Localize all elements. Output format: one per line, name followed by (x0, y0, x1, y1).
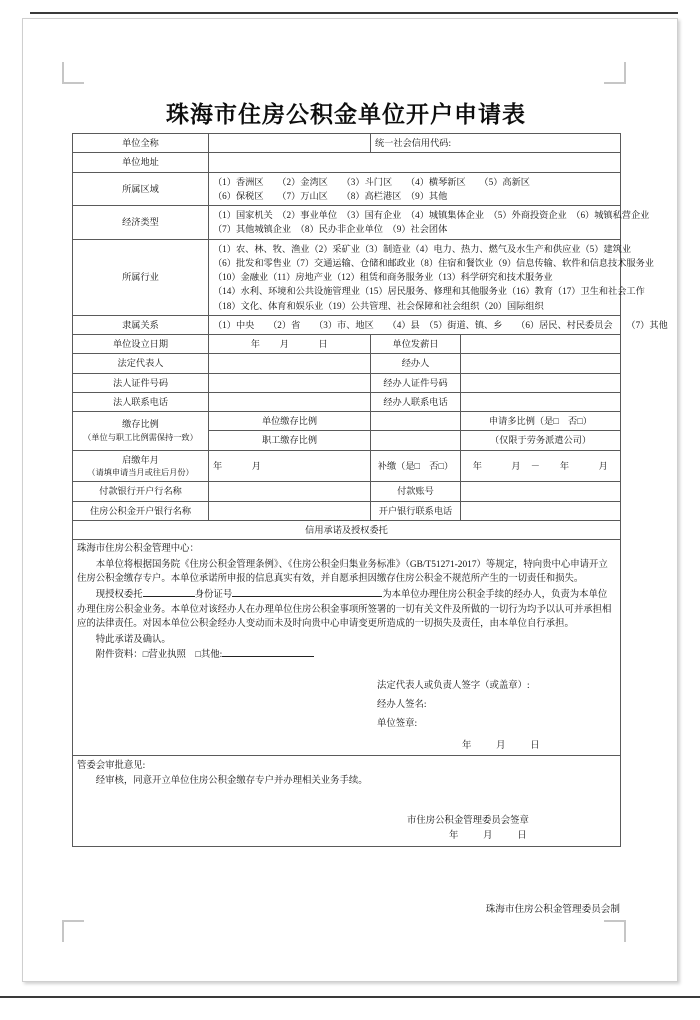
crop-mark-bottom-right (604, 920, 626, 942)
commitment-paragraph-1: 本单位将根据国务院《住房公积金管理条例》、《住房公积金归集业务标准》（GB/T51271-2017）等规定，特向贵中心申请开立住房公积金缴存专户。本单位承诺所申报的信息真实有效，并自愿承担因缴存住房公积金不规范所产生的一切责任和损失。 (77, 559, 608, 585)
industry-options[interactable] (209, 239, 654, 315)
commitment-body (73, 540, 621, 756)
economy-options-line-1: （1）国家机关 （2）事业单位 （3）国有企业 （4）城镇集体企业 （5）外商投资企业 （6）城镇私营企业 (213, 210, 650, 220)
start-month-label (73, 450, 209, 482)
unit-seal-line[interactable]: 单位签章: (377, 719, 418, 730)
industry-options-line-5: （18）文化、体育和娱乐业（19）公共管理、社会保障和社会组织（20）国际组织 (213, 300, 544, 311)
table-row-affiliation (73, 315, 621, 334)
commitment-signature-date[interactable]: 年 月 日 (462, 740, 542, 751)
approval-title: 管委会审批意见: (77, 761, 146, 772)
deposit-ratio-label (73, 412, 209, 451)
unit-ratio-input[interactable] (371, 412, 461, 431)
approval-signer[interactable]: 市住房公积金管理委员会签章 (407, 816, 529, 827)
supplement-range-input[interactable]: 年 月 － 年 月 (461, 450, 621, 482)
attachment-checkbox-license[interactable]: □营业执照 (142, 650, 186, 661)
page-title: 珠海市住房公积金单位开户申请表 (166, 102, 526, 127)
industry-options-line-1: （1）农、林、牧、渔业（2）采矿业（3）制造业（4）电力、热力、燃气及水生产和供应业（5）建筑业 (213, 243, 632, 254)
id-number-blank[interactable] (232, 596, 382, 597)
staff-ratio-input[interactable] (371, 431, 461, 450)
agent-id-label: 经办人证件号码 (371, 373, 461, 392)
table-row-start-month (73, 450, 621, 482)
unit-address-input[interactable] (209, 153, 621, 172)
fund-bank-label: 住房公积金开户银行名称 (73, 501, 209, 520)
supplement-label[interactable]: 补缴（是□ 否□） (371, 450, 461, 482)
fund-bank-input[interactable] (209, 501, 371, 520)
table-row-legal-id (73, 373, 621, 392)
unit-name-label: 单位全称 (73, 134, 209, 153)
table-row-approval (73, 756, 621, 847)
pay-bank-input[interactable] (209, 482, 371, 501)
page-bottom-rule (0, 996, 700, 998)
unit-address-label: 单位地址 (73, 153, 209, 172)
authorize-suffix: 为本单位办理住房公积金手续的经办人，负责为本单位办理住房公积金业务。本单位对该经办人在办理单位住房公积金事项所签署的一切有关文件及所做的一切行为均予以认可并承担相应的法律责任。对因本单位公积金经办人变动而未及时向贵中心申请变更所造成的一切损失及责任，由本单位自行承担。 (77, 589, 612, 630)
affiliation-options-line: （1）中央 （2）省 （3）市、地区 （4）县 （5）街道、镇、乡 （6）居民、村民委员会 （7）其他 (213, 319, 668, 330)
agent-id-input[interactable] (461, 373, 621, 392)
industry-options-line-3: （10）金融业（11）房地产业（12）租赁和商务服务业（13）科学研究和技术服务业 (213, 272, 553, 282)
deposit-ratio-label-note: （单位与职工比例需保持一致） (83, 432, 198, 442)
economy-type-label: 经济类型 (73, 206, 209, 240)
payday-input[interactable] (461, 335, 621, 354)
district-label: 所属区域 (73, 172, 209, 206)
economy-options-line-2: （7）其他城镇企业 （8）民办非企业单位 （9）社会团体 (213, 224, 448, 235)
legal-rep-signature-line[interactable]: 法定代表人或负责人签字（或盖章）: (377, 680, 530, 691)
unit-ratio-label: 单位缴存比例 (209, 412, 371, 431)
start-month-input[interactable]: 年 月 (209, 450, 371, 482)
table-row-legal-phone (73, 392, 621, 411)
industry-options-line-2: （6）批发和零售业（7）交通运输、仓储和邮政业（8）住宿和餐饮业（9）信息传输、软件和信息技术服务业 (213, 257, 654, 268)
district-options-line-2: （6）保税区 （7）万山区 （8）高栏港区 （9）其他 (213, 190, 448, 201)
attachment-checkbox-other[interactable]: □其他: (195, 650, 223, 661)
table-row-unit-address (73, 153, 621, 172)
start-month-label-main: 启缴年月 (122, 454, 159, 465)
id-number-label: 身份证号 (194, 589, 233, 600)
pay-bank-label: 付款银行开户行名称 (73, 482, 209, 501)
legal-phone-input[interactable] (209, 392, 371, 411)
bank-phone-input[interactable] (461, 501, 621, 520)
district-options-line-1: （1）香洲区 （2）金湾区 （3）斗门区 （4）横琴新区 （5）高新区 (213, 176, 530, 187)
crop-mark-bottom-left (62, 920, 84, 942)
establish-date-input[interactable]: 年 月 日 (209, 335, 371, 354)
agent-label: 经办人 (371, 354, 461, 373)
table-row-commitment-body (73, 540, 621, 756)
commitment-paragraph-2 (77, 588, 616, 632)
attachment-other-blank[interactable] (222, 656, 314, 657)
commitment-paragraph-3: 特此承诺及确认。 (95, 634, 171, 645)
approval-block (73, 756, 621, 847)
legal-rep-input[interactable] (209, 354, 371, 373)
table-row-unit-ratio (73, 412, 621, 431)
table-row-district (73, 172, 621, 206)
multi-ratio-note: （仅限于劳务派遣公司） (461, 431, 621, 450)
establish-date-label: 单位设立日期 (73, 335, 209, 354)
agent-signature-line[interactable]: 经办人签名: (377, 700, 427, 711)
commitment-addressee: 珠海市住房公积金管理中心： (77, 544, 199, 555)
deposit-ratio-label-main: 缴存比例 (122, 419, 159, 430)
affiliation-label: 隶属关系 (73, 315, 209, 334)
table-row-commitment-header (73, 520, 621, 539)
legal-id-input[interactable] (209, 373, 371, 392)
credit-code-label[interactable]: 统一社会信用代码: (371, 134, 621, 153)
economy-type-options[interactable] (209, 206, 650, 240)
affiliation-options[interactable] (209, 315, 668, 334)
industry-label: 所属行业 (73, 239, 209, 315)
crop-mark-top-right (604, 62, 626, 84)
table-row-establish-date (73, 335, 621, 354)
authorized-name-blank[interactable] (143, 596, 195, 597)
industry-options-line-4: （14）水利、环境和公共设施管理业（15）居民服务、修理和其他服务业（16）教育（17）卫生和社会工作 (213, 286, 645, 297)
agent-phone-input[interactable] (461, 392, 621, 411)
bank-phone-label: 开户银行联系电话 (371, 501, 461, 520)
table-row-legal-rep (73, 354, 621, 373)
legal-phone-label: 法人联系电话 (73, 392, 209, 411)
attachment-label: 附件资料： (95, 650, 143, 661)
pay-account-input[interactable] (461, 482, 621, 501)
pay-account-label: 付款账号 (371, 482, 461, 501)
staff-ratio-label: 职工缴存比例 (209, 431, 371, 450)
table-row-economy-type (73, 206, 621, 240)
signature-block (377, 677, 616, 735)
approval-body: 经审核，同意开立单位住房公积金缴存专户并办理相关业务手续。 (95, 775, 368, 786)
legal-id-label: 法人证件号码 (73, 373, 209, 392)
attachment-row (77, 648, 616, 663)
unit-name-input[interactable] (209, 134, 371, 153)
table-row-unit-name (73, 134, 621, 153)
page-top-rule (30, 12, 678, 14)
authorize-prefix: 现授权委托 (95, 589, 143, 600)
commitment-section-title: 信用承诺及授权委托 (73, 520, 621, 539)
start-month-label-note: （请填申请当月或往后月份） (87, 467, 194, 477)
approval-date[interactable]: 年 月 日 (449, 830, 529, 841)
multi-ratio-label[interactable]: 申请多比例（是□ 否□） (461, 412, 621, 431)
table-row-industry (73, 239, 621, 315)
agent-phone-label: 经办人联系电话 (371, 392, 461, 411)
agent-input[interactable] (461, 354, 621, 373)
form-footer: 珠海市住房公积金管理委员会制 (485, 904, 620, 915)
district-options[interactable] (209, 172, 621, 206)
crop-mark-top-left (62, 62, 84, 84)
application-form-table (72, 133, 668, 847)
payday-label: 单位发薪日 (371, 335, 461, 354)
table-row-fund-bank (73, 501, 621, 520)
legal-rep-label: 法定代表人 (73, 354, 209, 373)
table-row-pay-bank (73, 482, 621, 501)
